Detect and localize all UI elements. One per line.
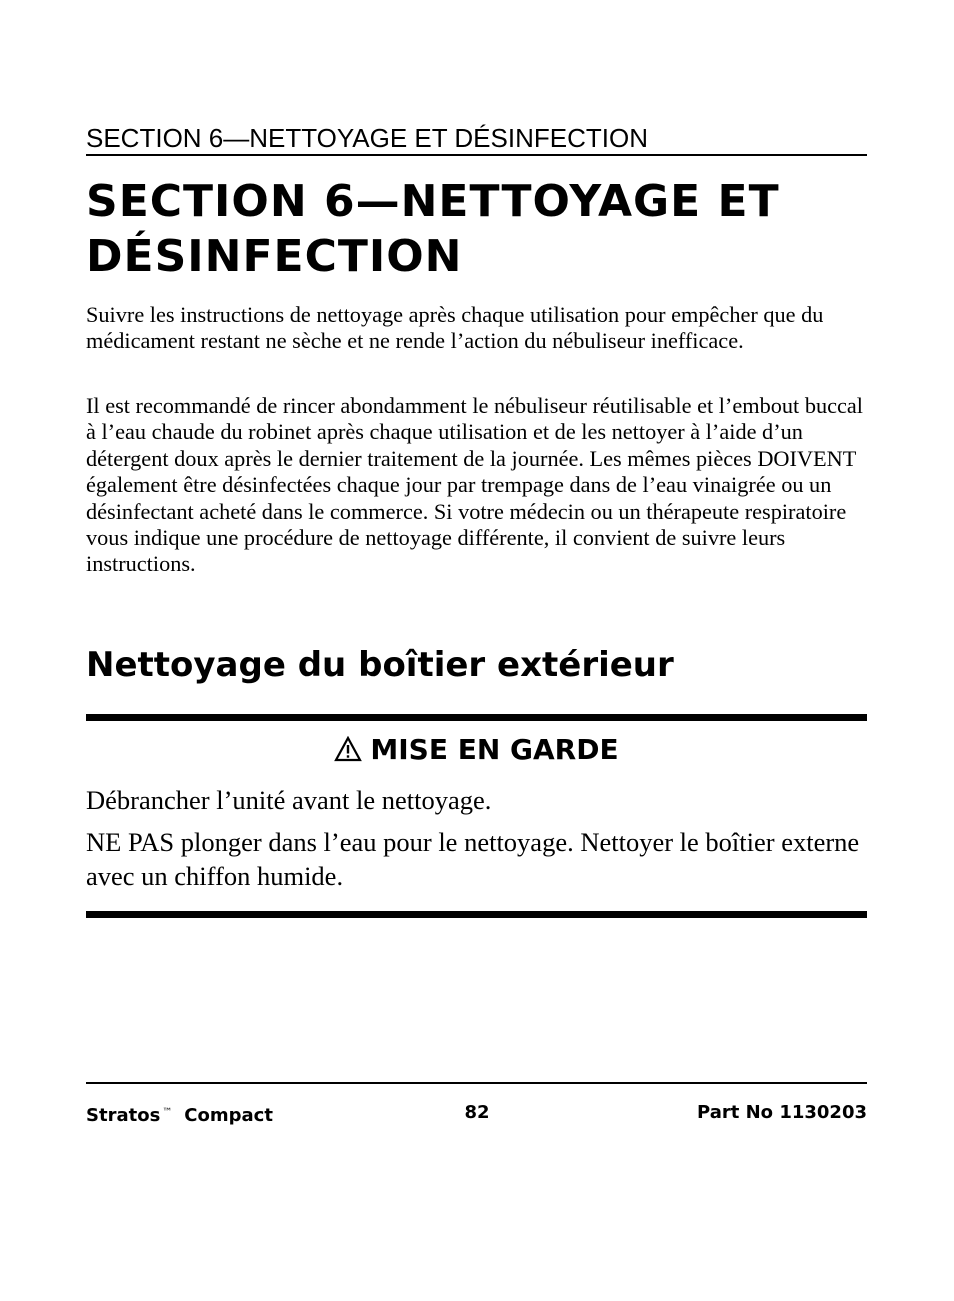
footer-trademark: ™ (162, 1107, 173, 1118)
section-title-line-1: SECTION 6—NETTOYAGE ET (86, 176, 780, 227)
warning-top-rule (86, 714, 867, 721)
intro-paragraph: Suivre les instructions de nettoyage après chaque utilisation pour empêcher que du médicament restant ne sèche et ne rende l’action du nébuliseur inefficace. (86, 302, 824, 354)
cleaning-paragraph: Il est recommandé de rincer abondamment le nébuliseur réutilisable et l’embout buccal à l’eau chaude du robinet après chaque utilisation et de les nettoyer à l’aide d’un détergent doux après le dernier traitement de la journée. Les mêmes pièces DOIVENT également être désinfectées chaque jour par trempage dans de l’eau vinaigrée ou un désinfectant acheté dans le commerce. Si votre médecin ou un thérapeute respiratoire vous indique une procédure de nettoyage différente, il convient de suivre leurs instructions. (86, 393, 863, 577)
warning-title: MISE EN GARDE (370, 733, 619, 766)
subsection-title: Nettoyage du boîtier extérieur (86, 645, 674, 685)
footer-product-name: Stratos (86, 1105, 161, 1126)
warning-line-unplug: Débrancher l’unité avant le nettoyage. (86, 785, 492, 815)
header-divider (86, 154, 867, 156)
warning-triangle-icon (334, 733, 362, 773)
section-title (86, 174, 867, 284)
warning-heading (86, 730, 867, 773)
section-title-line-2: DÉSINFECTION (86, 231, 463, 282)
footer-model: Compact (184, 1105, 273, 1126)
page-number: 82 (464, 1102, 490, 1123)
warning-bottom-rule (86, 911, 867, 918)
running-header: SECTION 6—NETTOYAGE ET DÉSINFECTION (86, 123, 648, 153)
footer-divider (86, 1082, 867, 1084)
footer-part-number: Part No 1130203 (697, 1102, 867, 1123)
warning-line-no-immerse: NE PAS plonger dans l’eau pour le nettoyage. Nettoyer le boîtier externe avec un chiffon humide. (86, 827, 860, 891)
